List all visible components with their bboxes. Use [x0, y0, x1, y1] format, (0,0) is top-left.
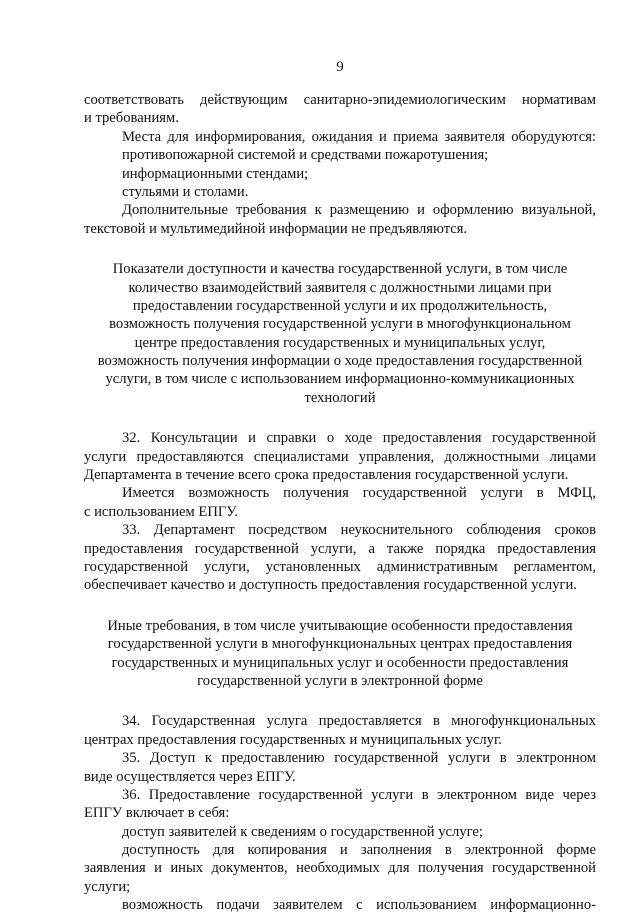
heading-line: государственной услуги в многофункциональных центрах предоставления	[107, 636, 573, 653]
paragraph-block-electronic-services	[84, 712, 596, 914]
text-line: услуги предоставляются специалистами управления, должностными лицами	[84, 448, 596, 465]
text-line: государственной услуги, установленных административным регламентом,	[84, 558, 596, 575]
text-line: 36. Предоставление государственной услуги в электронном виде через	[122, 786, 596, 803]
text-line: стульями и столами.	[122, 183, 249, 200]
text-line: текстовой и мультимедийной информации не предъявляются.	[84, 220, 468, 237]
text-line: обеспечивает качество и доступность предоставления государственной услуги.	[84, 577, 577, 594]
text-line: Дополнительные требования к размещению и оформлению визуальной,	[122, 202, 596, 219]
text-line: Департамента в течение всего срока предоставления государственной услуги.	[84, 467, 569, 484]
text-line: 35. Доступ к предоставлению государственной услуги в электронном	[122, 750, 596, 767]
text-line: информационными стендами;	[122, 165, 309, 182]
text-line: Имеется возможность получения государственной услуги в МФЦ,	[122, 485, 596, 502]
text-line: Места для информирования, ожидания и приема заявителя оборудуются:	[122, 128, 596, 145]
text-line: заявления и иных документов, необходимых для получения государственной	[84, 860, 596, 877]
section-heading-other-requirements	[84, 617, 596, 691]
text-line: соответствовать действующим санитарно-эпидемиологическим нормативам	[84, 92, 596, 108]
text-line: с использованием ЕПГУ.	[84, 503, 238, 520]
text-line: 34. Государственная услуга предоставляется в многофункциональных	[122, 713, 596, 730]
paragraph-block-premises	[84, 91, 596, 238]
heading-line: Показатели доступности и качества государственной услуги, в том числе	[112, 261, 568, 278]
heading-line: возможность получения государственной услуги в многофункциональном	[109, 316, 571, 333]
paragraph-block-consultations	[84, 429, 596, 595]
heading-line: Иные требования, в том числе учитывающие особенности предоставления	[107, 617, 573, 634]
text-line: доступ заявителей к сведениям о государственной услуге;	[122, 823, 483, 840]
heading-line: количество взаимодействий заявителя с должностными лицами при	[128, 279, 552, 296]
heading-line: возможность получения информации о ходе предоставления государственной	[97, 353, 583, 370]
text-line: противопожарной системой и средствами пожаротушения;	[122, 147, 489, 164]
text-line: 32. Консультации и справки о ходе предоставления государственной	[122, 430, 596, 447]
text-line: и требованиям.	[84, 110, 179, 127]
text-line: 33. Департамент посредством неукоснительного соблюдения сроков	[122, 522, 596, 539]
text-line: доступность для копирования и заполнения в электронной форме	[122, 842, 596, 859]
heading-line: услуги, в том числе с использованием информационно-коммуникационных	[105, 371, 575, 388]
heading-line: государственной услуги в электронной форме	[197, 672, 483, 689]
text-line: центрах предоставления государственных и муниципальных услуг.	[84, 731, 502, 748]
page-number: 9	[336, 59, 344, 75]
text-line: предоставления государственной услуги, а также порядка предоставления	[84, 540, 596, 557]
text-line: услуги;	[84, 878, 131, 895]
section-heading-accessibility	[84, 260, 596, 407]
text-line: ЕПГУ включает в себя:	[84, 805, 230, 822]
heading-line: технологий	[304, 389, 376, 406]
text-line: возможность подачи заявителем с использованием информационно-	[122, 897, 596, 914]
text-line: виде осуществляется через ЕПГУ.	[84, 768, 296, 785]
heading-line: предоставлении государственной услуги и их продолжительность,	[132, 297, 548, 314]
heading-line: центре предоставления государственных и муниципальных услуг,	[134, 334, 546, 351]
document-body	[84, 91, 596, 915]
heading-line: государственных и муниципальных услуг и особенности предоставления	[111, 654, 569, 671]
